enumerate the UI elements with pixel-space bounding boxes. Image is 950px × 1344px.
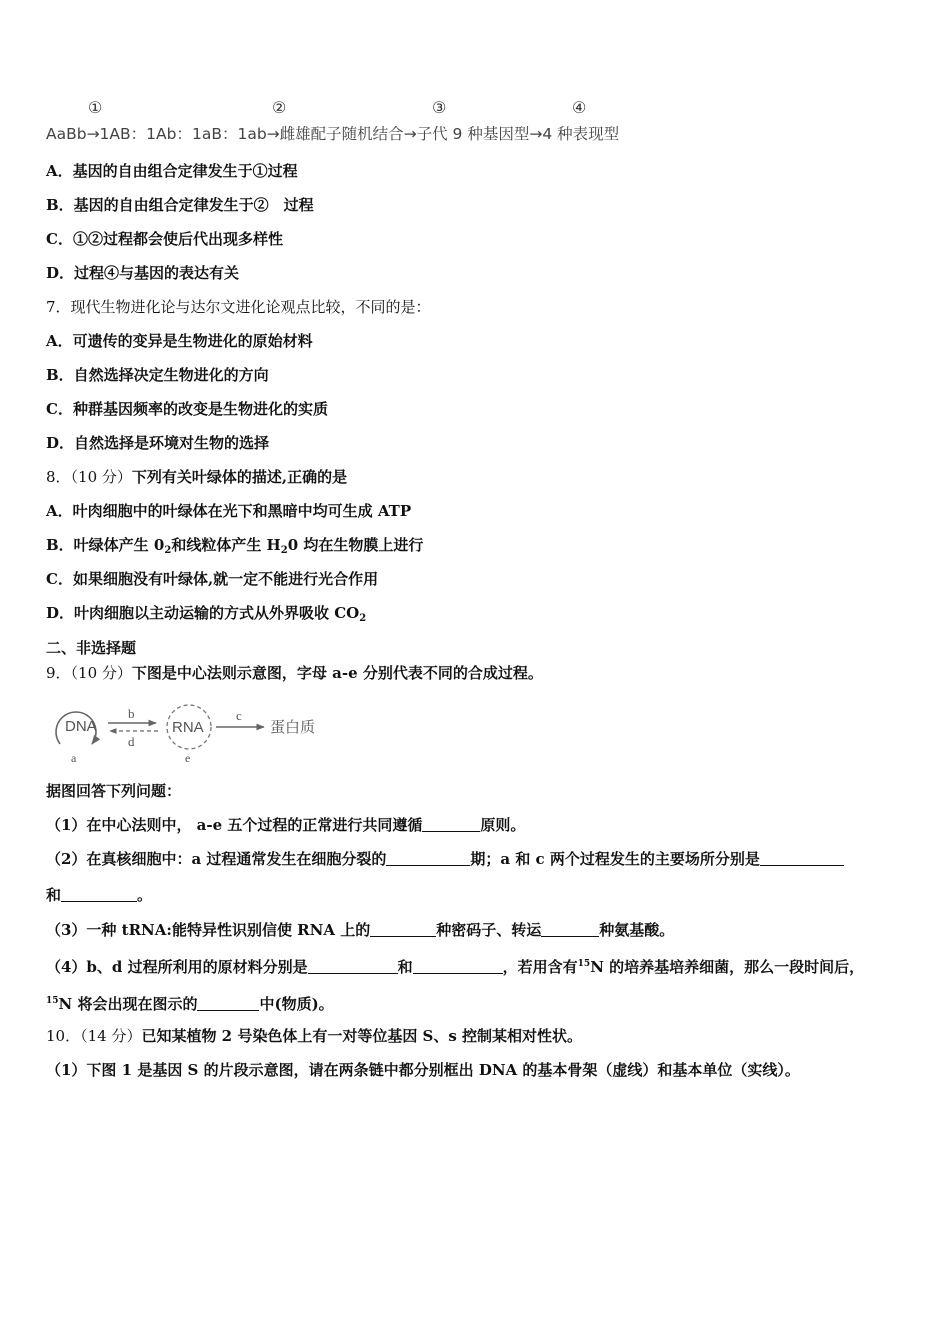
q9-p3-mid: 种密码子、转运 bbox=[436, 921, 542, 939]
step-4-label: ④ bbox=[572, 98, 587, 117]
q6-option-d: D．过程④与基因的表达有关 bbox=[46, 264, 240, 282]
answer-blank[interactable] bbox=[308, 959, 398, 974]
q9-stem-line bbox=[46, 663, 543, 683]
q8-d-sub: 2 bbox=[359, 613, 367, 624]
answer-blank[interactable] bbox=[61, 887, 137, 902]
q9-prompt: 据图回答下列问题： bbox=[46, 782, 182, 800]
q9-p4-cont: N 的培养基培养细菌，那么一段时间后， bbox=[590, 958, 865, 976]
q9-part-2 bbox=[46, 849, 844, 869]
section-heading: 二、非选择题 bbox=[46, 639, 137, 657]
q6-option-a: A．基因的自由组合定律发生于①过程 bbox=[46, 162, 298, 180]
step-1-label: ① bbox=[88, 98, 103, 117]
answer-blank[interactable] bbox=[197, 996, 259, 1011]
q9-p4-text: （4）b、d 过程所利用的原材料分别是 bbox=[46, 958, 308, 976]
q8-b-part1: B．叶绿体产生 0 bbox=[46, 536, 165, 554]
answer-blank[interactable] bbox=[386, 851, 470, 866]
q9-p1-end: 原则。 bbox=[480, 816, 526, 834]
rna-label: RNA bbox=[172, 719, 204, 736]
q9-part-2-cont bbox=[46, 885, 152, 905]
process-c-label: c bbox=[236, 708, 242, 723]
q8-option-c: C．如果细胞没有叶绿体,就一定不能进行光合作用 bbox=[46, 570, 379, 588]
q10-number: 10．（14 分） bbox=[46, 1027, 142, 1045]
step-3-label: ③ bbox=[432, 98, 447, 117]
q7-option-a: A．可遗传的变异是生物进化的原始材料 bbox=[46, 332, 313, 350]
process-b-label: b bbox=[128, 706, 135, 721]
q9-p4-cond: ，若用含有 bbox=[502, 958, 578, 976]
answer-blank[interactable] bbox=[541, 922, 599, 937]
central-dogma-diagram bbox=[48, 696, 338, 766]
answer-blank[interactable] bbox=[370, 922, 436, 937]
q9-number: 9．（10 分） bbox=[46, 664, 132, 682]
q8-stem-line bbox=[46, 467, 347, 487]
genetics-flow-figure bbox=[46, 98, 706, 146]
q8-d-part1: D．叶肉细胞以主动运输的方式从外界吸收 CO bbox=[46, 604, 360, 622]
answer-blank[interactable] bbox=[760, 851, 844, 866]
q9-p2-end: 。 bbox=[137, 886, 153, 904]
q8-b-sub2: 2 bbox=[280, 545, 288, 556]
process-a-label: a bbox=[71, 751, 77, 765]
flow-text: AaBb→1AB：1Ab：1aB：1ab→雌雄配子随机结合→子代 9 种基因型→4 种表现型 bbox=[46, 125, 620, 143]
process-e-label: e bbox=[185, 751, 191, 765]
q8-option-d bbox=[46, 603, 366, 629]
protein-label: 蛋白质 bbox=[270, 718, 316, 736]
q9-p3-text: （3）一种 tRNA:能特异性识别信使 RNA 上的 bbox=[46, 921, 371, 939]
q9-part-3 bbox=[46, 920, 674, 940]
q8-stem: 下列有关叶绿体的描述,正确的是 bbox=[131, 468, 348, 486]
q7-option-c: C．种群基因频率的改变是生物进化的实质 bbox=[46, 400, 328, 418]
q10-stem: 已知某植物 2 号染色体上有一对等位基因 S、s 控制某相对性状。 bbox=[141, 1027, 583, 1045]
q10-part-1: （1）下图 1 是基因 S 的片段示意图，请在两条链中都分别框出 DNA 的基本骨架（虚线）和基本单位（实线）。 bbox=[46, 1061, 800, 1079]
q9-p2-text: （2）在真核细胞中：a 过程通常发生在细胞分裂的 bbox=[46, 850, 387, 868]
q9-stem: 下图是中心法则示意图，字母 a-e 分别代表不同的合成过程。 bbox=[131, 664, 543, 682]
q9-p3-end: 种氨基酸。 bbox=[599, 921, 675, 939]
q9-part-1 bbox=[46, 815, 525, 835]
q8-b-part2: 和线粒体产生 H bbox=[171, 536, 281, 554]
q7-option-d: D．自然选择是环境对生物的选择 bbox=[46, 434, 270, 452]
answer-blank[interactable] bbox=[413, 959, 503, 974]
q8-b-part3: 0 均在生物膜上进行 bbox=[287, 536, 424, 554]
q9-p2-and: 和 bbox=[46, 886, 62, 904]
step-2-label: ② bbox=[272, 98, 287, 117]
isotope-superscript: 15 bbox=[577, 959, 591, 969]
q9-p1-text: （1）在中心法则中， a-e 五个过程的正常进行共同遵循 bbox=[46, 816, 423, 834]
q8-number: 8．（10 分） bbox=[46, 468, 132, 486]
q10-stem-line bbox=[46, 1026, 582, 1046]
q8-option-a: A．叶肉细胞中的叶绿体在光下和黑暗中均可生成 ATP bbox=[46, 502, 412, 520]
process-d-label: d bbox=[128, 734, 135, 749]
q9-p4-end: 中(物质)。 bbox=[259, 995, 334, 1013]
q9-p2-mid: 期；a 和 c 两个过程发生的主要场所分别是 bbox=[470, 850, 760, 868]
isotope-superscript: 15 bbox=[46, 996, 59, 1006]
q6-option-c: C．①②过程都会使后代出现多样性 bbox=[46, 230, 283, 248]
q9-p4-where: N 将会出现在图示的 bbox=[58, 995, 198, 1013]
q8-option-b bbox=[46, 535, 423, 561]
q9-part-4-cont bbox=[46, 991, 334, 1014]
q7-option-b: B．自然选择决定生物进化的方向 bbox=[46, 366, 269, 384]
q8-b-sub1: 2 bbox=[164, 545, 172, 556]
q9-part-4 bbox=[46, 954, 864, 977]
step-numbers bbox=[46, 98, 706, 120]
q7-stem: 7．现代生物进化论与达尔文进化论观点比较，不同的是： bbox=[46, 298, 431, 316]
dna-label: DNA bbox=[65, 718, 97, 735]
q9-p4-and: 和 bbox=[397, 958, 413, 976]
answer-blank[interactable] bbox=[422, 817, 480, 832]
q6-option-b: B．基因的自由组合定律发生于② 过程 bbox=[46, 196, 314, 214]
